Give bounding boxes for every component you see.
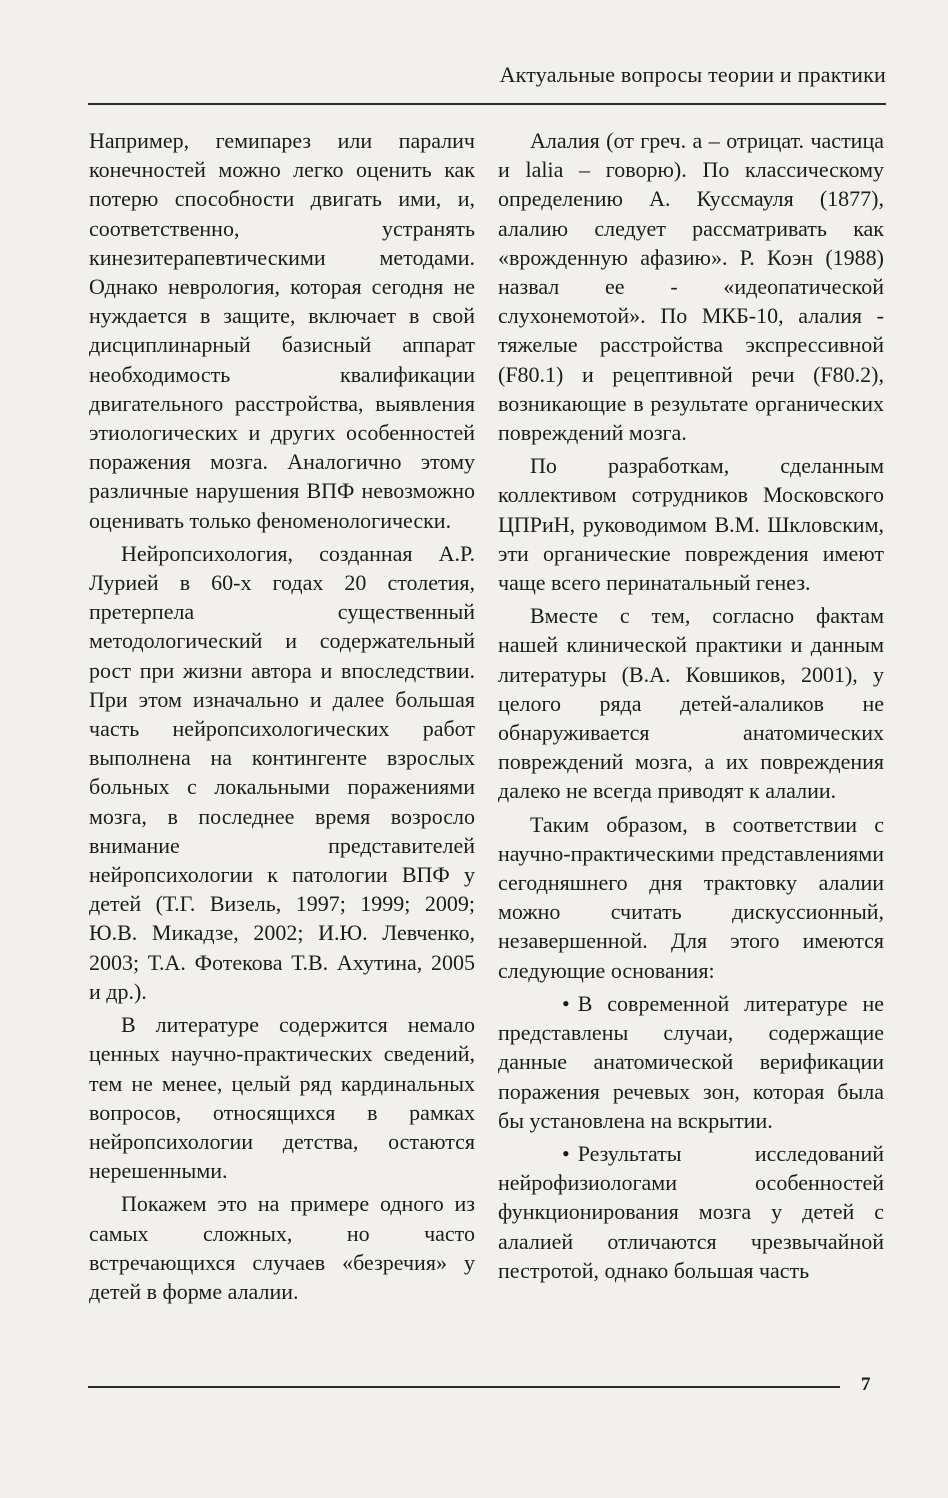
left-column: [89, 126, 475, 1310]
paragraph: Алалия (от греч. a – отрицат. частица и lalia – говорю). По классическому определению А. Куссмауля (1877), алалию следует рассматривать как «врожденную афазию». Р. Коэн (1988) назвал ее - «идеопатической слухонемотой». По МКБ-10, алалия - тяжелые расстройства экспрессивной (F80.1) и рецептивной речи (F80.2), возникающие в результате органических повреждений мозга.: [498, 128, 884, 446]
bullet-icon: •: [562, 990, 570, 1016]
bullet-item: [498, 1139, 884, 1285]
paragraph: В литературе содержится немало ценных научно-практических сведений, тем не менее, целый ряд кардинальных вопросов, относящихся в рамках нейропсихологии детства, остаются нерешенными.: [89, 1012, 475, 1184]
paragraph: По разработкам, сделанным коллективом сотрудников Московского ЦПРиН, руководимом В.М. Шкловским, эти органические повреждения имеют чаще всего перинатальный генез.: [498, 453, 884, 596]
bullet-item: [498, 989, 884, 1135]
right-column: [498, 126, 884, 1289]
footer-rule: [88, 1386, 840, 1388]
paragraph: Таким образом, в соответствии с научно-практическими представлениями сегодняшнего дня трактовку алалии можно считать дискуссионный, незавершенной. Для этого имеются следующие основания:: [498, 811, 884, 983]
running-header: Актуальные вопросы теории и практики: [499, 62, 886, 87]
paragraph: Нейропсихология, созданная А.Р. Лурией в 60-х годах 20 столетия, претерпела существенный методологический и содержательный рост при жизни автора и впоследствии. При этом изначально и далее большая часть нейропсихологических работ выполнена на контингенте взрослых больных с локальными поражениями мозга, в последнее время возросло внимание представителей нейропсихологии к патологии ВПФ у детей (Т.Г. Визель, 1997; 1999; 2009; Ю.В. Микадзе, 2002; И.Ю. Левченко, 2003; Т.А. Фотекова Т.В. Ахутина, 2005 и др.).: [89, 540, 475, 1004]
paragraph: Покажем это на примере одного из самых сложных, но часто встречающихся случаев «безречия» у детей в форме алалии.: [89, 1191, 475, 1304]
header-rule: [88, 103, 886, 105]
page-number: 7: [861, 1374, 871, 1395]
bullet-text: Результаты исследований нейрофизиологами особенностей функционирования мозга у детей с алалией отличаются чрезвычайной пестротой, однако большая часть: [498, 1140, 884, 1283]
paragraph: Например, гемипарез или паралич конечностей можно легко оценить как потерю способности двигать ими, и, соответственно, устранять кинезитерапевтическими методами. Однако неврология, которая сегодня не нуждается в защите, включает в свой дисциплинарный базисный аппарат необходимость квалификации двигательного расстройства, выявления этиологических и других особенностей поражения мозга. Аналогично этому различные нарушения ВПФ невозможно оценивать только феноменологически.: [89, 128, 475, 533]
paragraph: Вместе с тем, согласно фактам нашей клинической практики и данным литературы (В.А. Ковшиков, 2001), у целого ряда детей-алаликов не обнаруживается анатомических повреждений мозга, а их повреждения далеко не всегда приводят к алалии.: [498, 603, 884, 804]
bullet-text: В современной литературе не представлены случаи, содержащие данные анатомической верификации поражения речевых зон, которая была бы установлена на вскрытии.: [498, 990, 884, 1133]
bullet-icon: •: [562, 1140, 570, 1166]
